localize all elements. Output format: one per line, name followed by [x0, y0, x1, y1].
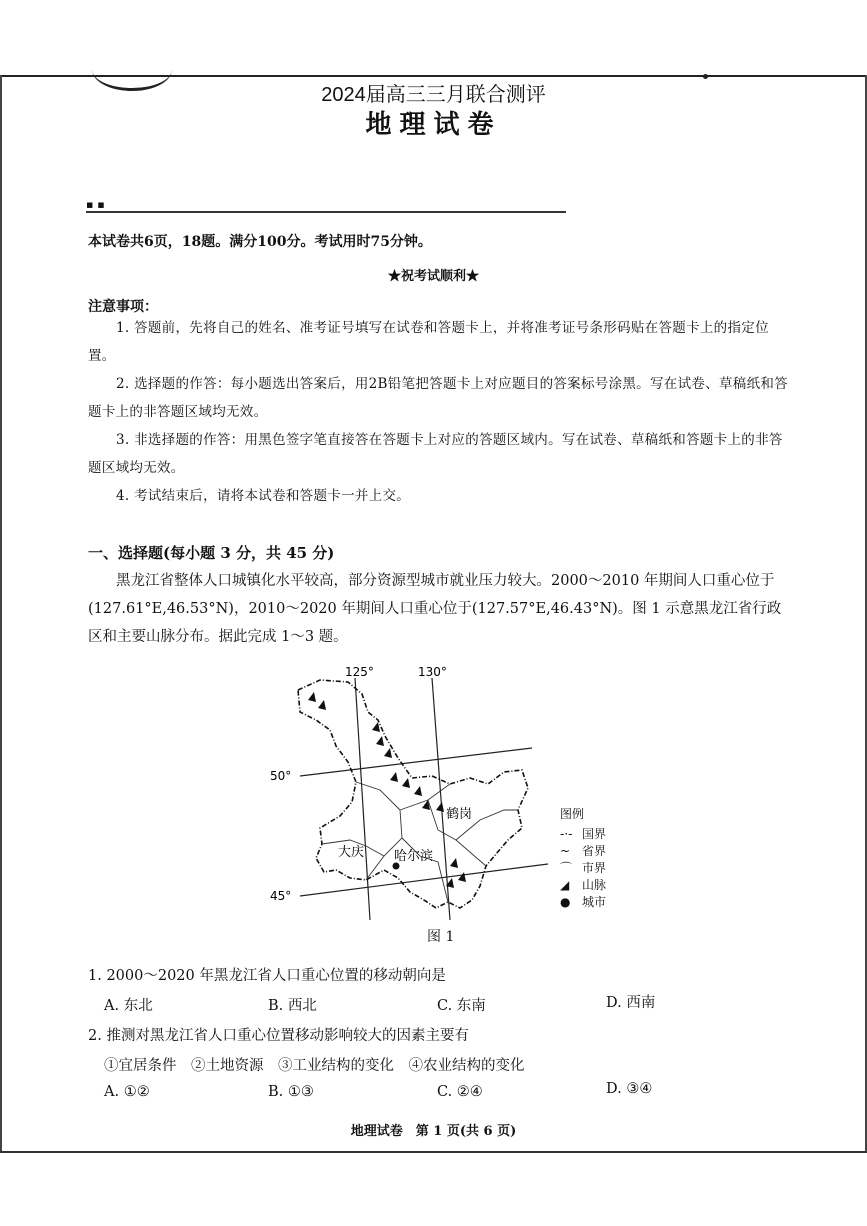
page-footer: 地理试卷 第 1 页(共 6 页) [350, 1124, 517, 1139]
city-dot-icon: ● [560, 895, 571, 909]
question-1-stem: 1. 2000～2020 年黑龙江省人口重心位置的移动朝向是 [88, 968, 446, 984]
question-2-option-c[interactable]: C. ②④ [437, 1084, 483, 1100]
name-field-mark: ▪ ▪ [86, 198, 105, 211]
figure-caption: 图 1 [427, 929, 455, 945]
question-group-stem: 黑龙江省整体人口城镇化水平较高，部分资源型城市就业压力较大。2000～2010 年期间人口重心位于(127.61°E,46.53°N)，2010～2020 年期间人口重心位于(127.57°E,46.43°N)。图 1 示意黑龙江省行政区和主要山脉分布。据此完成 1～3 题。 [88, 573, 782, 645]
note-item: 4. 考试结束后，请将本试卷和答题卡一并上交。 [116, 488, 411, 504]
question-2-stem: 2. 推测对黑龙江省人口重心位置移动影响较大的因素主要有 [88, 1028, 469, 1044]
national-border-icon: -·- [560, 827, 573, 841]
question-1-option-c[interactable]: C. 东南 [437, 998, 486, 1014]
meridian-125 [355, 678, 370, 920]
question-2-option-d[interactable]: D. ③④ [606, 1081, 653, 1097]
question-1-option-d[interactable]: D. 西南 [606, 995, 656, 1011]
page-left-border [0, 75, 2, 1153]
city-label-harbin: 哈尔滨 [394, 849, 434, 864]
lat-label-45: 45° [270, 889, 292, 903]
legend-item-province-border: ~ 省界 [560, 844, 607, 858]
legend-item-mountain: ◢ 山脉 [560, 878, 607, 892]
meridian-130 [432, 678, 450, 920]
question-2-factors: ①宜居条件 ②土地资源 ③工业结构的变化 ④农业结构的变化 [104, 1058, 525, 1074]
question-2-option-b[interactable]: B. ①③ [268, 1084, 314, 1100]
exam-title: 2024届高三三月联合测评 [321, 84, 546, 106]
note-item: 3. 非选择题的作答：用黑色签字笔直接答在答题卡上对应的答题区域内。写在试卷、草稿纸和答题卡上的非答题区域均无效。 [88, 432, 783, 476]
legend-title: 图例 [560, 807, 585, 821]
good-luck-line: ★祝考试顺利★ [387, 269, 479, 284]
page-bottom-border [0, 1151, 867, 1153]
question-1-option-b[interactable]: B. 西北 [268, 998, 317, 1014]
section-heading: 一、选择题(每小题 3 分，共 45 分) [88, 544, 335, 562]
city-border-icon: ⌒ [560, 861, 573, 875]
lat-label-50: 50° [270, 769, 292, 783]
city-boundary [402, 838, 448, 902]
notes-heading: 注意事项： [88, 299, 158, 315]
name-field-line [86, 211, 566, 213]
legend-item-city: ● 城市 [560, 895, 607, 909]
question-1-option-a[interactable]: A. 东北 [104, 998, 153, 1014]
note-item: 2. 选择题的作答：每小题选出答案后，用2B铅笔把答题卡上对应题目的答案标号涂黑。写在试卷、草稿纸和答题卡上的非答题区域均无效。 [88, 376, 788, 420]
lon-label-125: 125° [345, 665, 374, 679]
note-item: 1. 答题前，先将自己的姓名、准考证号填写在试卷和答题卡上，并将准考证号条形码贴在答题卡上的指定位置。 [88, 320, 769, 364]
province-boundary [298, 680, 528, 908]
subject-title: 地理试卷 [365, 110, 502, 140]
parallel-45 [300, 864, 548, 896]
heilongjiang-map [260, 660, 560, 925]
legend-item-city-border: ⌒ 市界 [560, 861, 607, 875]
city-label-hegang: 鹤岗 [446, 807, 473, 822]
province-border-icon: ~ [560, 844, 571, 858]
city-label-daqing: 大庆 [338, 845, 365, 860]
map-legend [560, 806, 606, 911]
mountain-icon: ◢ [560, 878, 570, 892]
question-2-option-a[interactable]: A. ①② [104, 1084, 150, 1100]
exam-intro: 本试卷共6页，18题。满分100分。考试用时75分钟。 [88, 234, 432, 250]
parallel-50 [300, 748, 532, 776]
lon-label-130: 130° [418, 665, 447, 679]
legend-item-national-border: -·- 国界 [560, 827, 607, 841]
